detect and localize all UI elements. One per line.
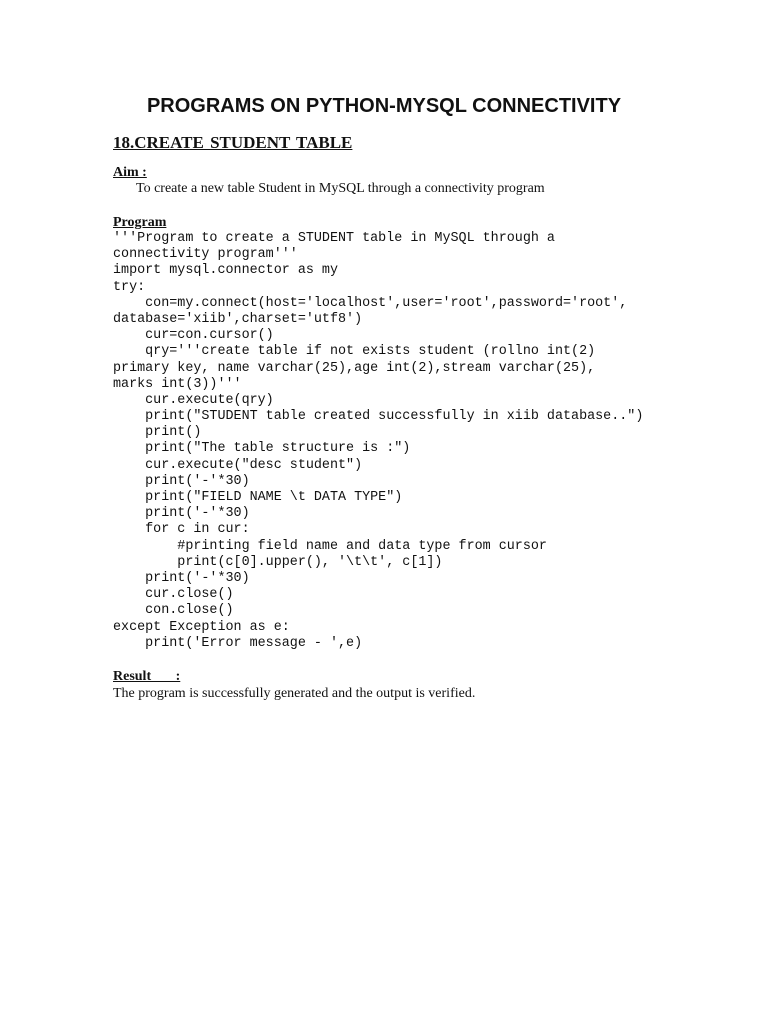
program-label: Program bbox=[113, 215, 167, 230]
code-line: database='xiib',charset='utf8') bbox=[113, 311, 363, 327]
code-line: cur=con.cursor() bbox=[113, 328, 274, 344]
section-title: 18.CREATE STUDENT TABLE bbox=[113, 133, 353, 152]
code-line: con=my.connect(host='localhost',user='root',password='root', bbox=[113, 295, 628, 311]
code-line: print("FIELD NAME \t DATA TYPE") bbox=[113, 490, 403, 505]
page-title: PROGRAMS ON PYTHON-MYSQL CONNECTIVITY bbox=[146, 95, 622, 117]
code-line: #printing field name and data type from cursor bbox=[113, 538, 547, 554]
code-line: print(c[0].upper(), '\t\t', c[1]) bbox=[113, 554, 443, 570]
code-line: cur.execute(qry) bbox=[113, 392, 274, 408]
code-line: print('-'*30) bbox=[113, 570, 250, 586]
code-line: print('-'*30) bbox=[113, 506, 250, 522]
code-line: try: bbox=[113, 279, 146, 295]
aim-text: To create a new table Student in MySQL through a connectivity program bbox=[136, 181, 545, 196]
code-line: '''Program to create a STUDENT table in MySQL through a bbox=[113, 231, 555, 246]
code-line: for c in cur: bbox=[113, 522, 250, 538]
code-line: import mysql.connector as my bbox=[113, 263, 338, 279]
code-line: cur.execute("desc student") bbox=[113, 457, 363, 473]
code-line: primary key, name varchar(25),age int(2),stream varchar(25), bbox=[113, 360, 596, 376]
code-line: print("The table structure is :") bbox=[113, 441, 411, 457]
code-line: cur.close() bbox=[113, 587, 234, 603]
code-line: marks int(3))''' bbox=[113, 376, 242, 392]
code-line: except Exception as e: bbox=[113, 619, 290, 635]
code-line: connectivity program''' bbox=[113, 247, 298, 263]
result-label: Result : bbox=[113, 669, 181, 684]
aim-label: Aim : bbox=[113, 165, 147, 180]
code-line: print("STUDENT table created successfully in xiib database..") bbox=[113, 409, 644, 425]
code-line: print('Error message - ',e) bbox=[113, 635, 363, 651]
result-text: The program is successfully generated and the output is verified. bbox=[113, 686, 476, 701]
code-line: print('-'*30) bbox=[113, 473, 250, 489]
code-block bbox=[113, 231, 643, 652]
code-line: con.close() bbox=[113, 603, 234, 619]
code-line: print() bbox=[113, 425, 202, 441]
code-line: qry='''create table if not exists student (rollno int(2) bbox=[113, 344, 596, 360]
